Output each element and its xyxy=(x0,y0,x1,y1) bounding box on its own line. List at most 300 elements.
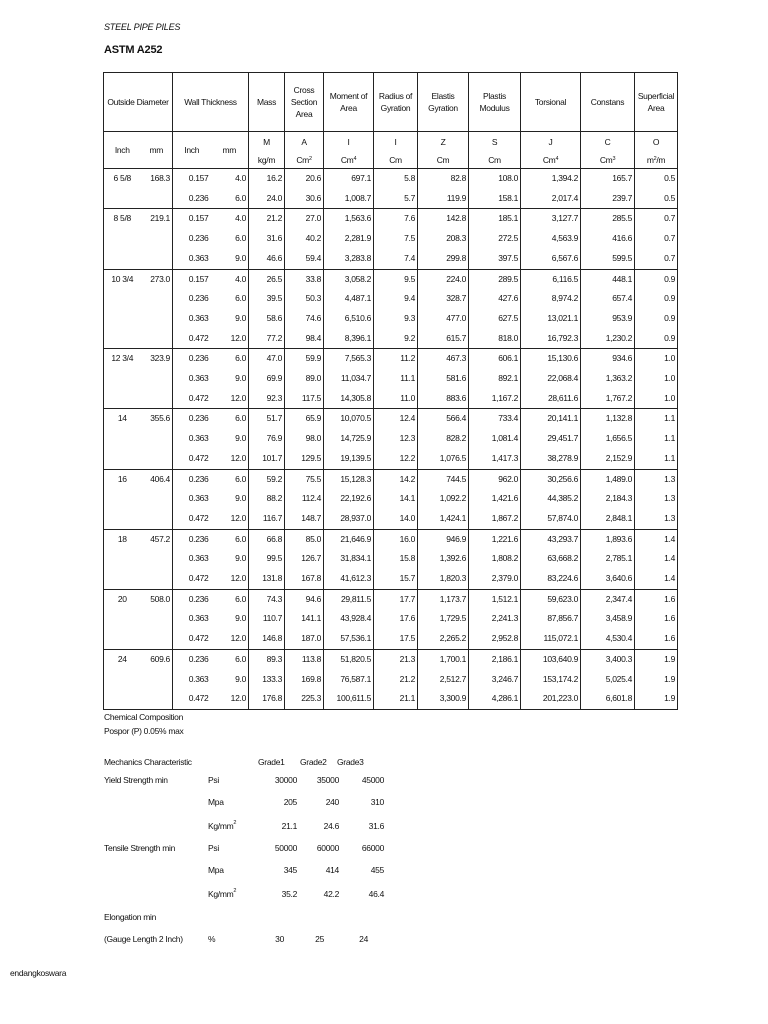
grade-1-value: 30000 xyxy=(274,775,297,785)
area-cell: 98.0 xyxy=(285,429,324,449)
radius-cell: 9.3 xyxy=(374,309,418,329)
wall-mm-cell: 4.0 xyxy=(211,269,249,289)
od-mm-cell xyxy=(141,309,173,329)
mass-cell: 31.6 xyxy=(249,229,285,249)
wall-inch-cell: 0.236 xyxy=(173,529,211,549)
unit-radius: Cm xyxy=(374,151,418,169)
mass-cell: 146.8 xyxy=(249,629,285,649)
chemical-composition-section xyxy=(104,710,184,738)
table-row xyxy=(104,589,678,609)
elastis-cell: 477.0 xyxy=(418,309,469,329)
radius-cell: 11.0 xyxy=(374,389,418,409)
od-mm-cell xyxy=(141,389,173,409)
superficial-cell: 1.6 xyxy=(635,589,678,609)
mass-cell: 116.7 xyxy=(249,509,285,529)
mass-cell: 133.3 xyxy=(249,670,285,690)
constans-cell: 2,347.4 xyxy=(581,589,635,609)
superficial-cell: 1.0 xyxy=(635,349,678,369)
plastis-cell: 1,081.4 xyxy=(469,429,521,449)
torsional-cell: 63,668.2 xyxy=(521,549,581,569)
area-cell: 112.4 xyxy=(285,489,324,509)
grade-1-value: 30 xyxy=(275,934,284,944)
symbol-moment: I xyxy=(324,132,374,152)
unit-label: Mpa xyxy=(208,865,224,875)
elastis-cell: 1,092.2 xyxy=(418,489,469,509)
wall-inch-cell: 0.236 xyxy=(173,189,211,209)
plastis-cell: 185.1 xyxy=(469,209,521,229)
od-inch-cell xyxy=(104,609,141,629)
radius-cell: 14.0 xyxy=(374,509,418,529)
wall-mm-cell: 9.0 xyxy=(235,373,247,384)
wall-inch-cell: 0.236 xyxy=(173,589,211,609)
wall-inch-cell: 0.236 xyxy=(173,409,211,429)
constans-cell: 6,601.8 xyxy=(581,689,635,709)
radius-cell: 21.1 xyxy=(374,689,418,709)
constans-cell: 2,152.9 xyxy=(581,449,635,469)
radius-cell: 7.6 xyxy=(374,209,418,229)
plastis-cell: 1,808.2 xyxy=(469,549,521,569)
od-inch-cell xyxy=(104,629,141,649)
od-inch-cell: 16 xyxy=(104,469,141,489)
torsional-cell: 8,974.2 xyxy=(521,289,581,309)
mass-cell: 58.6 xyxy=(249,309,285,329)
wall-mm-cell: 12.0 xyxy=(230,452,247,463)
wall-inch-cell: 0.236 xyxy=(173,469,211,489)
od-mm-cell xyxy=(141,549,173,569)
constans-cell: 1,767.2 xyxy=(581,389,635,409)
torsional-cell: 6,116.5 xyxy=(521,269,581,289)
constans-cell: 1,656.5 xyxy=(581,429,635,449)
chemical-line: Pospor (P) 0.05% max xyxy=(104,726,184,736)
wall-inch-cell: 0.363 xyxy=(173,309,211,329)
od-inch-cell xyxy=(104,670,141,690)
radius-cell: 14.1 xyxy=(374,489,418,509)
wall-mm-cell: 6.0 xyxy=(211,649,249,669)
moment-cell: 3,283.8 xyxy=(324,249,374,269)
wall-inch-cell: 0.363 xyxy=(173,549,211,569)
unit-superficial: $m^2/m$ xyxy=(635,151,678,169)
elastis-cell: 2,265.2 xyxy=(418,629,469,649)
radius-cell: 17.6 xyxy=(374,609,418,629)
wall-inch-cell: 0.472 xyxy=(173,569,211,589)
od-inch-cell xyxy=(104,249,141,269)
unit-label: % xyxy=(208,934,216,944)
grade-2-value: 414 xyxy=(325,865,339,875)
symbol-elastis: Z xyxy=(418,132,469,152)
od-mm-cell: 355.6 xyxy=(141,409,173,429)
pipe-size-group xyxy=(104,209,678,269)
area-cell: 126.7 xyxy=(285,549,324,569)
superficial-cell: 1.9 xyxy=(635,649,678,669)
header-superficial-area: Superficial Area xyxy=(635,73,678,132)
mass-cell: 69.9 xyxy=(249,369,285,389)
area-cell: 148.7 xyxy=(285,509,324,529)
superficial-cell: 1.9 xyxy=(635,689,678,709)
plastis-cell: 4,286.1 xyxy=(469,689,521,709)
od-inch-cell: 14 xyxy=(104,409,141,429)
superficial-cell: 1.0 xyxy=(635,369,678,389)
grade-3-value: 455 xyxy=(370,865,384,875)
torsional-cell: 29,451.7 xyxy=(521,429,581,449)
wall-inch-cell: 0.236 xyxy=(173,229,211,249)
grade-2-header: Grade2 xyxy=(300,757,327,767)
constans-cell: 448.1 xyxy=(581,269,635,289)
moment-cell: 8,396.1 xyxy=(324,329,374,349)
wall-inch-cell: 0.363 xyxy=(173,670,211,690)
mass-cell: 59.2 xyxy=(249,469,285,489)
elastis-cell: 119.9 xyxy=(418,189,469,209)
mass-cell: 66.8 xyxy=(249,529,285,549)
od-mm-cell xyxy=(141,509,173,529)
od-mm-cell xyxy=(141,329,173,349)
od-mm-cell xyxy=(141,189,173,209)
od-inch-cell: 18 xyxy=(104,529,141,549)
superficial-cell: 1.4 xyxy=(635,549,678,569)
pipe-spec-table xyxy=(103,72,678,710)
moment-cell: 19,139.5 xyxy=(324,449,374,469)
torsional-cell: 16,792.3 xyxy=(521,329,581,349)
od-mm-cell xyxy=(141,670,173,690)
grade-3-value: 46.4 xyxy=(368,889,384,899)
od-inch-cell xyxy=(104,189,141,209)
area-cell: 169.8 xyxy=(285,670,324,690)
wall-mm-cell: 9.0 xyxy=(235,252,247,263)
superficial-cell: 0.7 xyxy=(635,209,678,229)
superficial-cell: 1.3 xyxy=(635,509,678,529)
superficial-cell: 1.6 xyxy=(635,609,678,629)
constans-cell: 165.7 xyxy=(581,169,635,189)
header-moment-of-area: Moment of Area xyxy=(324,73,374,132)
od-mm-cell: 219.1 xyxy=(141,209,173,229)
plastis-cell: 627.5 xyxy=(469,309,521,329)
elastis-cell: 467.3 xyxy=(418,349,469,369)
mass-cell: 110.7 xyxy=(249,609,285,629)
moment-cell: 21,646.9 xyxy=(324,529,374,549)
plastis-cell: 1,221.6 xyxy=(469,529,521,549)
moment-cell: 14,305.8 xyxy=(324,389,374,409)
elastis-cell: 208.3 xyxy=(418,229,469,249)
elastis-cell: 224.0 xyxy=(418,269,469,289)
radius-cell: 11.2 xyxy=(374,349,418,369)
constans-cell: 1,893.6 xyxy=(581,529,635,549)
header-constans: Constans xyxy=(581,73,635,132)
wall-mm-cell: 12.0 xyxy=(230,693,247,704)
mass-cell: 21.2 xyxy=(249,209,285,229)
table-row xyxy=(104,229,678,249)
header-radius-of-gyration: Radius of Gyration xyxy=(374,73,418,132)
unit-area: Cm$^2$ xyxy=(285,151,324,169)
table-row xyxy=(104,449,678,469)
superficial-cell: 1.9 xyxy=(635,670,678,690)
unit-inch-od: Inch xyxy=(104,132,141,169)
torsional-cell: 28,611.6 xyxy=(521,389,581,409)
wall-mm-cell: 6.0 xyxy=(211,469,249,489)
constans-cell: 934.6 xyxy=(581,349,635,369)
area-cell: 33.8 xyxy=(285,269,324,289)
wall-mm-cell: 4.0 xyxy=(211,169,249,189)
radius-cell: 17.7 xyxy=(374,589,418,609)
area-cell: 187.0 xyxy=(285,629,324,649)
superficial-cell: 0.7 xyxy=(635,249,678,269)
moment-cell: 2,281.9 xyxy=(324,229,374,249)
elastis-cell: 615.7 xyxy=(418,329,469,349)
symbol-superficial: O xyxy=(635,132,678,152)
wall-mm-cell: 9.0 xyxy=(235,613,247,624)
unit-inch-wall: Inch xyxy=(173,132,211,169)
pipe-size-group xyxy=(104,169,678,209)
wall-inch-cell: 0.363 xyxy=(173,609,211,629)
moment-cell: 697.1 xyxy=(324,169,374,189)
moment-cell: 1,563.6 xyxy=(324,209,374,229)
od-inch-cell xyxy=(104,289,141,309)
superficial-cell: 0.5 xyxy=(635,169,678,189)
elastis-cell: 328.7 xyxy=(418,289,469,309)
plastis-cell: 397.5 xyxy=(469,249,521,269)
torsional-cell: 22,068.4 xyxy=(521,369,581,389)
area-cell: 30.6 xyxy=(285,189,324,209)
elastis-cell: 1,076.5 xyxy=(418,449,469,469)
moment-cell: 51,820.5 xyxy=(324,649,374,669)
table-row xyxy=(104,269,678,289)
constans-cell: 1,132.8 xyxy=(581,409,635,429)
torsional-cell: 87,856.7 xyxy=(521,609,581,629)
radius-cell: 21.2 xyxy=(374,670,418,690)
od-inch-cell: 12 3/4 xyxy=(104,349,141,369)
od-inch-cell xyxy=(104,449,141,469)
moment-cell: 100,611.5 xyxy=(324,689,374,709)
torsional-cell: 38,278.9 xyxy=(521,449,581,469)
elastis-cell: 566.4 xyxy=(418,409,469,429)
header-outside-diameter: Outside Diameter xyxy=(107,97,169,107)
unit-constans: Cm$^3$ xyxy=(581,151,635,169)
od-inch-cell: 20 xyxy=(104,589,141,609)
wall-inch-cell: 0.157 xyxy=(173,169,211,189)
constans-cell: 239.7 xyxy=(581,189,635,209)
plastis-cell: 2,186.1 xyxy=(469,649,521,669)
table-row xyxy=(104,349,678,369)
pipe-size-group xyxy=(104,409,678,469)
table-row xyxy=(104,429,678,449)
od-inch-cell: 10 3/4 xyxy=(104,269,141,289)
od-mm-cell xyxy=(141,369,173,389)
unit-label: $Kg/mm^2$ xyxy=(208,888,237,899)
mass-cell: 46.6 xyxy=(249,249,285,269)
pipe-size-group xyxy=(104,589,678,649)
constans-cell: 4,530.4 xyxy=(581,629,635,649)
od-inch-cell xyxy=(104,369,141,389)
header-plastis-modulus: Plastis Modulus xyxy=(469,73,521,132)
area-cell: 85.0 xyxy=(285,529,324,549)
table-row xyxy=(104,689,678,709)
grade-1-value: 205 xyxy=(283,797,297,807)
wall-inch-cell: 0.363 xyxy=(173,369,211,389)
unit-moment: Cm$^4$ xyxy=(324,151,374,169)
torsional-cell: 15,130.6 xyxy=(521,349,581,369)
radius-cell: 5.8 xyxy=(374,169,418,189)
plastis-cell: 2,241.3 xyxy=(469,609,521,629)
wall-inch-cell: 0.472 xyxy=(173,449,211,469)
od-mm-cell xyxy=(141,449,173,469)
moment-cell: 6,510.6 xyxy=(324,309,374,329)
pipe-size-group xyxy=(104,469,678,529)
elastis-cell: 581.6 xyxy=(418,369,469,389)
mass-cell: 101.7 xyxy=(249,449,285,469)
od-mm-cell xyxy=(141,569,173,589)
constans-cell: 3,640.6 xyxy=(581,569,635,589)
torsional-cell: 13,021.1 xyxy=(521,309,581,329)
unit-mm-wall: mm xyxy=(211,132,249,169)
symbol-mass: M xyxy=(249,132,285,152)
mass-cell: 24.0 xyxy=(249,189,285,209)
area-cell: 20.6 xyxy=(285,169,324,189)
constans-cell: 2,785.1 xyxy=(581,549,635,569)
torsional-cell: 4,563.9 xyxy=(521,229,581,249)
moment-cell: 1,008.7 xyxy=(324,189,374,209)
symbol-radius: I xyxy=(374,132,418,152)
superficial-cell: 1.1 xyxy=(635,449,678,469)
radius-cell: 9.2 xyxy=(374,329,418,349)
torsional-cell: 153,174.2 xyxy=(521,670,581,690)
radius-cell: 17.5 xyxy=(374,629,418,649)
elastis-cell: 1,820.3 xyxy=(418,569,469,589)
od-inch-cell xyxy=(104,389,141,409)
od-inch-cell: 8 5/8 xyxy=(104,209,141,229)
constans-cell: 416.6 xyxy=(581,229,635,249)
wall-inch-cell: 0.363 xyxy=(173,489,211,509)
moment-cell: 29,811.5 xyxy=(324,589,374,609)
od-mm-cell: 508.0 xyxy=(141,589,173,609)
superficial-cell: 0.5 xyxy=(635,189,678,209)
plastis-cell: 1,512.1 xyxy=(469,589,521,609)
table-row xyxy=(104,209,678,229)
od-inch-cell xyxy=(104,309,141,329)
unit-mm-od: mm xyxy=(141,132,173,169)
wall-mm-cell: 9.0 xyxy=(235,493,247,504)
table-row xyxy=(104,549,678,569)
plastis-cell: 3,246.7 xyxy=(469,670,521,690)
superficial-cell: 1.3 xyxy=(635,469,678,489)
grade-3-value: 31.6 xyxy=(368,821,384,831)
mass-cell: 76.9 xyxy=(249,429,285,449)
wall-mm-cell: 12.0 xyxy=(230,332,247,343)
area-cell: 167.8 xyxy=(285,569,324,589)
mass-cell: 89.3 xyxy=(249,649,285,669)
radius-cell: 7.5 xyxy=(374,229,418,249)
area-cell: 141.1 xyxy=(285,609,324,629)
wall-mm-cell: 6.0 xyxy=(211,529,249,549)
od-inch-cell: 6 5/8 xyxy=(104,169,141,189)
torsional-cell: 59,623.0 xyxy=(521,589,581,609)
header-cross-section-area: Cross Section Area xyxy=(285,73,324,132)
plastis-cell: 962.0 xyxy=(469,469,521,489)
plastis-cell: 1,421.6 xyxy=(469,489,521,509)
moment-cell: 31,834.1 xyxy=(324,549,374,569)
torsional-cell: 6,567.6 xyxy=(521,249,581,269)
superficial-cell: 1.4 xyxy=(635,569,678,589)
table-row xyxy=(104,389,678,409)
area-cell: 75.5 xyxy=(285,469,324,489)
torsional-cell: 1,394.2 xyxy=(521,169,581,189)
torsional-cell: 30,256.6 xyxy=(521,469,581,489)
area-cell: 89.0 xyxy=(285,369,324,389)
table-row xyxy=(104,289,678,309)
torsional-cell: 20,141.1 xyxy=(521,409,581,429)
footer-credit: endangkoswara xyxy=(10,968,67,978)
wall-mm-cell: 4.0 xyxy=(211,209,249,229)
mass-cell: 77.2 xyxy=(249,329,285,349)
mass-cell: 131.8 xyxy=(249,569,285,589)
moment-cell: 10,070.5 xyxy=(324,409,374,429)
od-inch-cell xyxy=(104,569,141,589)
pipe-size-group xyxy=(104,529,678,589)
mass-cell: 74.3 xyxy=(249,589,285,609)
od-mm-cell: 168.3 xyxy=(141,169,173,189)
wall-inch-cell: 0.363 xyxy=(173,429,211,449)
radius-cell: 11.1 xyxy=(374,369,418,389)
unit-plastis: Cm xyxy=(469,151,521,169)
moment-cell: 22,192.6 xyxy=(324,489,374,509)
superficial-cell: 1.1 xyxy=(635,409,678,429)
elastis-cell: 883.6 xyxy=(418,389,469,409)
torsional-cell: 201,223.0 xyxy=(521,689,581,709)
mass-cell: 26.5 xyxy=(249,269,285,289)
constans-cell: 285.5 xyxy=(581,209,635,229)
area-cell: 94.6 xyxy=(285,589,324,609)
moment-cell: 57,536.1 xyxy=(324,629,374,649)
document-subtitle: STEEL PIPE PILES xyxy=(104,22,181,32)
unit-elastis: Cm xyxy=(418,151,469,169)
mechanics-heading: Mechanics Characteristic xyxy=(104,757,192,767)
moment-cell: 76,587.1 xyxy=(324,670,374,690)
area-cell: 129.5 xyxy=(285,449,324,469)
table-row xyxy=(104,489,678,509)
unit-torsional: Cm$^4$ xyxy=(521,151,581,169)
constans-cell: 2,848.1 xyxy=(581,509,635,529)
symbol-area: A xyxy=(285,132,324,152)
grade-1-value: 35.2 xyxy=(281,889,297,899)
superficial-cell: 0.7 xyxy=(635,229,678,249)
grade-3-value: 310 xyxy=(370,797,384,807)
grade-1-value: 50000 xyxy=(274,843,297,853)
od-mm-cell: 457.2 xyxy=(141,529,173,549)
constans-cell: 599.5 xyxy=(581,249,635,269)
wall-inch-cell: 0.236 xyxy=(173,649,211,669)
area-cell: 74.6 xyxy=(285,309,324,329)
plastis-cell: 272.5 xyxy=(469,229,521,249)
plastis-cell: 733.4 xyxy=(469,409,521,429)
wall-mm-cell: 12.0 xyxy=(230,633,247,644)
grade-2-value: 42.2 xyxy=(323,889,339,899)
unit-label: Mpa xyxy=(208,797,224,807)
radius-cell: 7.4 xyxy=(374,249,418,269)
mass-cell: 176.8 xyxy=(249,689,285,709)
od-mm-cell: 609.6 xyxy=(141,649,173,669)
od-inch-cell: 24 xyxy=(104,649,141,669)
od-mm-cell xyxy=(141,289,173,309)
elastis-cell: 2,512.7 xyxy=(418,670,469,690)
mass-cell: 88.2 xyxy=(249,489,285,509)
torsional-cell: 83,224.6 xyxy=(521,569,581,589)
elongation-sublabel: (Gauge Length 2 Inch) xyxy=(104,934,183,944)
tensile-strength-label: Tensile Strength min xyxy=(104,843,176,853)
area-cell: 98.4 xyxy=(285,329,324,349)
superficial-cell: 1.0 xyxy=(635,389,678,409)
table-row xyxy=(104,509,678,529)
symbol-plastis: S xyxy=(469,132,521,152)
wall-mm-cell: 9.0 xyxy=(235,312,247,323)
unit-label: Psi xyxy=(208,843,219,853)
area-cell: 225.3 xyxy=(285,689,324,709)
